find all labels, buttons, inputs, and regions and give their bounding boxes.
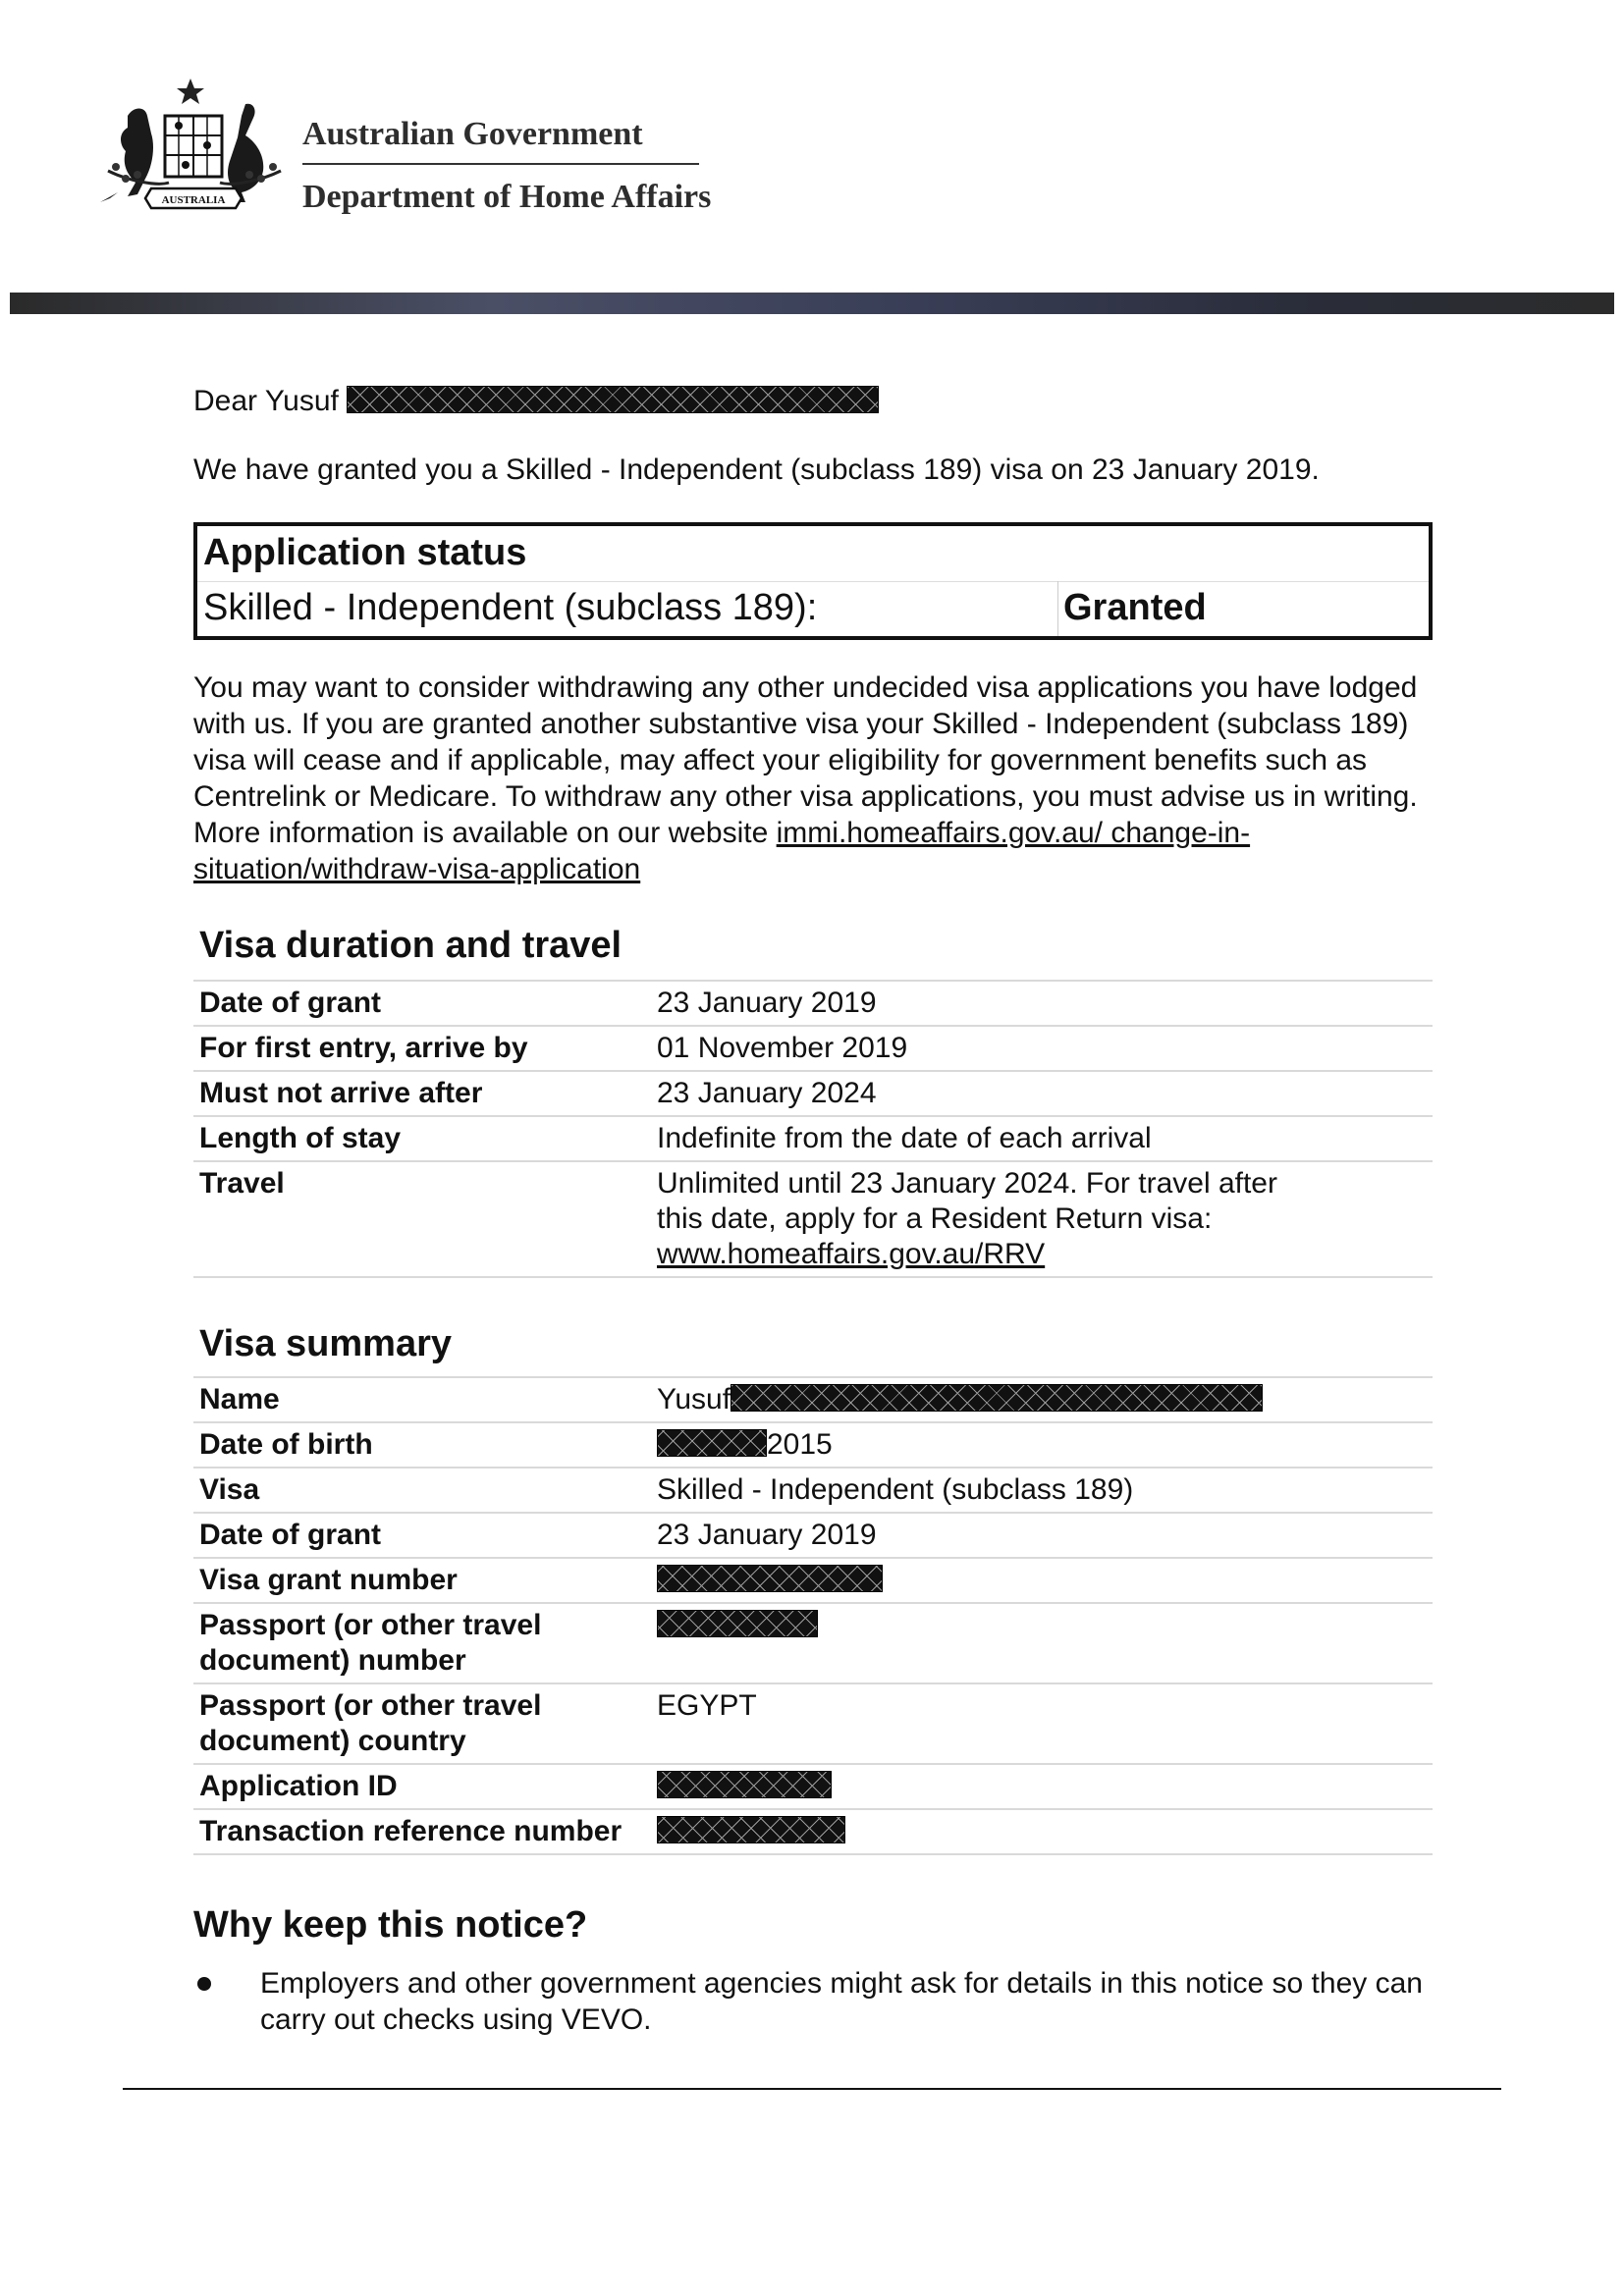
summary-title: Visa summary: [199, 1323, 453, 1364]
duration-title: Visa duration and travel: [199, 925, 623, 966]
withdraw-link[interactable]: immi.homeaffairs.gov.au/ change-in-situation/withdraw-visa-application: [193, 817, 1251, 885]
name-value: Yusuf: [657, 1383, 731, 1415]
row-label: For first entry, arrive by: [193, 1026, 651, 1071]
row-value: Indefinite from the date of each arrival: [651, 1116, 1433, 1161]
row-value: [651, 1603, 1433, 1683]
row-label: Visa: [193, 1468, 651, 1513]
department-title: Department of Home Affairs: [302, 179, 712, 215]
table-row: [193, 1558, 1433, 1603]
row-value: [651, 1764, 1433, 1809]
redacted-application-id: [657, 1771, 832, 1798]
redacted-passport-number: [657, 1610, 818, 1637]
duration-table: [193, 980, 1433, 1278]
status-title: Application status: [203, 532, 527, 573]
status-label: Skilled - Independent (subclass 189):: [203, 587, 818, 628]
withdraw-paragraph: [193, 669, 1433, 887]
table-row: [193, 1071, 1433, 1116]
divider: [302, 163, 699, 165]
row-label: Length of stay: [193, 1116, 651, 1161]
row-value: [651, 1558, 1433, 1603]
table-row: [193, 1764, 1433, 1809]
letterhead: [0, 0, 1624, 294]
row-label: Transaction reference number: [193, 1809, 651, 1854]
table-row: [193, 1161, 1433, 1277]
row-label: Travel: [193, 1161, 651, 1277]
bullet-icon: [197, 1977, 211, 1991]
table-row: [193, 1513, 1433, 1558]
greeting-line: [193, 383, 879, 419]
redacted-day-month: [657, 1429, 767, 1457]
table-row: [193, 1377, 1433, 1422]
divider: [1057, 581, 1058, 636]
row-value: [651, 1161, 1433, 1277]
table-row: [193, 981, 1433, 1026]
row-value: 23 January 2019: [651, 981, 1433, 1026]
greeting: Dear Yusuf: [193, 385, 339, 417]
row-value: 23 January 2019: [651, 1513, 1433, 1558]
intro-text: We have granted you a Skilled - Independent (subclass 189) visa on 23 January 2019.: [193, 454, 1320, 486]
row-label: Must not arrive after: [193, 1071, 651, 1116]
table-row: [193, 1603, 1433, 1683]
withdraw-text: You may want to consider withdrawing any other undecided visa applications you have lodged with us. If you are granted another substantive visa your Skilled - Independent (subclass 189) visa will cease and if applicable, may affect your eligibility for government benefits such as Centrelink or Medicare. To withdraw any other visa applications, you must advise us in writing. More information is available on our website: [193, 671, 1418, 849]
application-status-box: [193, 522, 1433, 640]
redacted-transaction-reference: [657, 1816, 845, 1843]
row-value: [651, 1377, 1433, 1422]
government-title: Australian Government: [302, 116, 643, 152]
table-row: [193, 1026, 1433, 1071]
commonwealth-coat-of-arms-icon: [98, 77, 290, 219]
travel-text: Unlimited until 23 January 2024. For travel after this date, apply for a Resident Return visa:: [657, 1167, 1277, 1235]
row-label: Passport (or other travel document) country: [193, 1683, 651, 1764]
footer-divider: [123, 2088, 1501, 2090]
dob-year: 2015: [767, 1428, 833, 1461]
row-label: Passport (or other travel document) number: [193, 1603, 651, 1683]
row-value: Skilled - Independent (subclass 189): [651, 1468, 1433, 1513]
row-label: Date of grant: [193, 981, 651, 1026]
bullet-text: Employers and other government agencies might ask for details in this notice so they can carry out checks using VEVO.: [260, 1967, 1423, 2036]
row-value: EGYPT: [651, 1683, 1433, 1764]
table-row: [193, 1116, 1433, 1161]
row-value: 23 January 2024: [651, 1071, 1433, 1116]
status-badge: Granted: [1063, 587, 1207, 628]
header-band: [10, 293, 1614, 314]
row-value: [651, 1809, 1433, 1854]
table-row: [193, 1468, 1433, 1513]
row-label: Date of grant: [193, 1513, 651, 1558]
redacted-surname: [731, 1384, 1263, 1412]
summary-table: [193, 1376, 1433, 1855]
redacted-grant-number: [657, 1565, 883, 1592]
table-row: [193, 1422, 1433, 1468]
redacted-surname: [347, 386, 879, 413]
table-row: [193, 1809, 1433, 1854]
row-value: 01 November 2019: [651, 1026, 1433, 1071]
row-label: Date of birth: [193, 1422, 651, 1468]
table-row: [193, 1683, 1433, 1764]
row-value: [651, 1422, 1433, 1468]
crest-banner: AUSTRALIA: [161, 194, 226, 206]
rrv-link[interactable]: www.homeaffairs.gov.au/RRV: [657, 1238, 1046, 1270]
row-label: Application ID: [193, 1764, 651, 1809]
row-label: Visa grant number: [193, 1558, 651, 1603]
row-label: Name: [193, 1377, 651, 1422]
why-keep-title: Why keep this notice?: [193, 1904, 588, 1946]
